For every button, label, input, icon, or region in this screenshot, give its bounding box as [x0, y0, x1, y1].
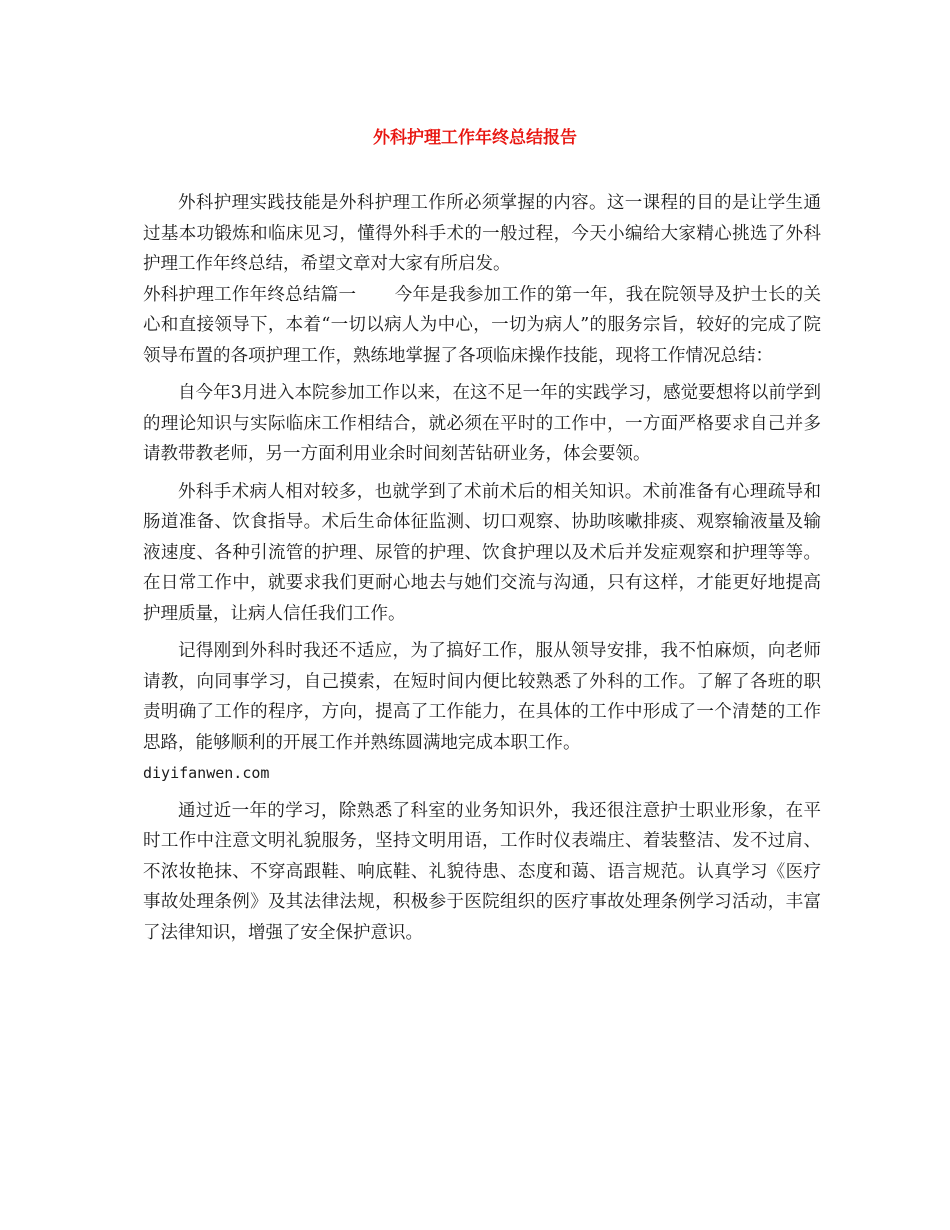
- intro-paragraph: 外科护理实践技能是外科护理工作所必须掌握的内容。这一课程的目的是让学生通过基本功锻炼和临床见习，懂得外科手术的一般过程，今天小编给大家精心挑选了外科护理工作年终总结，希望文章对大家有所启发。: [143, 193, 821, 274]
- section-heading: 外科护理工作年终总结篇一: [143, 284, 357, 305]
- document-body: [143, 188, 821, 948]
- paragraph-start-work: 自今年3月进入本院参加工作以来，在这不足一年的实践学习，感觉要想将以前学到的理论知识与实际临床工作相结合，就必须在平时的工作中，一方面严格要求自己并多请教带教老师，另一方面利用业余时间刻苦钻研业务，体会要领。: [143, 383, 821, 464]
- source-url: diyifanwen.com: [143, 764, 270, 782]
- paragraph-professional-image: 通过近一年的学习，除熟悉了科室的业务知识外，我还很注意护士职业形象，在平时工作中注意文明礼貌服务，坚持文明用语，工作时仪表端庄、着装整洁、发不过肩、不浓妆艳抹、不穿高跟鞋、响底鞋、礼貌待患、态度和蔼、语言规范。认真学习《医疗事故处理条例》及其法律法规，积极参于医院组织的医疗事故处理条例学习活动，丰富了法律知识，增强了安全保护意识。: [143, 800, 821, 943]
- section-one-text: 今年是我参加工作的第一年，我在院领导及护士长的关心和直接领导下，本着“一切以病人为中心，一切为病人”的服务宗旨，较好的完成了院领导布置的各项护理工作，熟练地掌握了各项临床操作技能，现将工作情况总结：: [143, 284, 822, 366]
- document-title: 外科护理工作年终总结报告: [373, 128, 577, 148]
- section-one-paragraph: [143, 280, 821, 372]
- source-watermark-text: [143, 758, 821, 789]
- paragraph-adaptation: 记得刚到外科时我还不适应，为了搞好工作，服从领导安排，我不怕麻烦，向老师请教，向同事学习，自己摸索，在短时间内便比较熟悉了外科的工作。了解了各班的职责明确了工作的程序，方向，提高了工作能力，在具体的工作中形成了一个清楚的工作思路，能够顺利的开展工作并熟练圆满地完成本职工作。: [143, 641, 821, 753]
- paragraph-surgery-care: 外科手术病人相对较多，也就学到了术前术后的相关知识。术前准备有心理疏导和肠道准备、饮食指导。术后生命体征监测、切口观察、协助咳嗽排痰、观察输液量及输液速度、各种引流管的护理、尿管的护理、饮食护理以及术后并发症观察和护理等等。在日常工作中，就要求我们更耐心地去与她们交流与沟通，只有这样，才能更好地提高护理质量，让病人信任我们工作。: [143, 481, 821, 624]
